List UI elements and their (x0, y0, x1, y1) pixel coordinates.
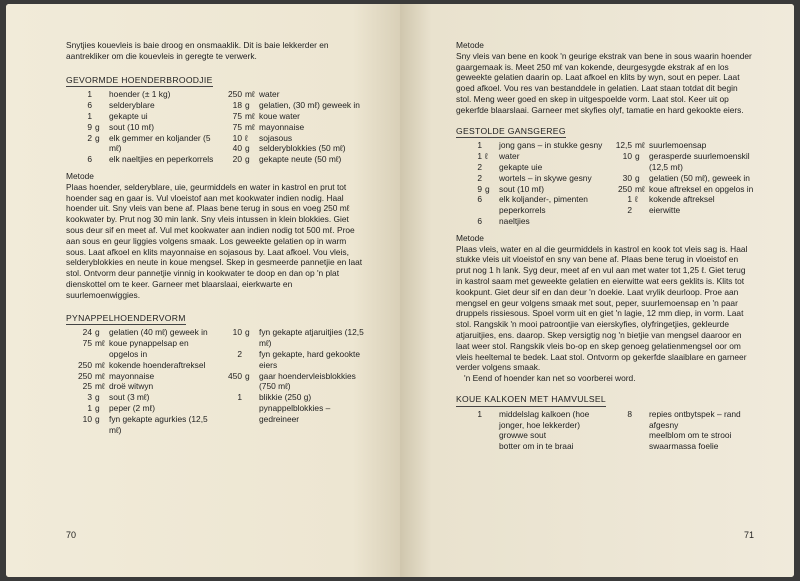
ingredient-row: 6 elk koljander-, pimenten peperkorrels (477, 194, 588, 216)
ingredient-row: 9 g sout (10 mℓ) (477, 183, 545, 194)
ingredient-row: 6 elk naeltjies en peperkorrels (87, 154, 214, 165)
left-page (6, 4, 400, 577)
ingredient-row: 20 g gekapte neute (50 mℓ) (232, 154, 342, 165)
ingredient-list (66, 327, 366, 435)
ingredient-row: botter om in te braai (499, 441, 574, 452)
ingredient-row: 1 blikkie (250 g) pynappelblokkies – gedreineer (237, 392, 331, 424)
ingredient-row: 25 mℓ droë witwyn (82, 381, 154, 392)
ingredient-row: 250 mℓ water (228, 89, 280, 100)
ingredient-row: 30 g gelatien (50 mℓ), geweek in (622, 172, 750, 183)
ingredient-row: 1 ℓ water (477, 151, 520, 162)
recipe-title: PYNAPPELHOENDERVORM (66, 313, 186, 326)
ingredient-row: 8 repies ontbytspek – rand afgesny (627, 408, 741, 430)
ingredient-row: 6 naeltjies (477, 215, 530, 226)
ingredient-row: 18 g gelatien, (30 mℓ) geweek in (232, 100, 360, 111)
book-spread (6, 4, 794, 577)
ingredient-row: 75 mℓ koue pynappelsap en opgelos in (82, 338, 189, 359)
method-heading: Metode (456, 232, 484, 243)
ingredient-row: 6 selderyblare (87, 100, 155, 111)
method-heading: Metode (456, 40, 484, 50)
method-heading: Metode (66, 170, 94, 181)
recipe-title: GEVORMDE HOENDERBROODJIE (66, 75, 213, 88)
ingredient-row: 1 hoender (± 1 kg) (87, 89, 171, 100)
ingredient-row: 75 mℓ koue water (232, 110, 300, 121)
page-number: 71 (743, 530, 754, 541)
ingredient-row: 2 wortels – in skywe gesny (477, 172, 592, 183)
right-page (400, 4, 794, 577)
ingredient-list (66, 89, 366, 165)
ingredient-list (456, 409, 754, 452)
ingredient-row: 2 eierwitte (627, 205, 681, 216)
ingredient-row: 10 g fyn gekapte atjaruitjies (12,5 mℓ) (232, 327, 364, 349)
ingredient-row: 10 g gerasperde suurlemoenskil (12,5 mℓ) (622, 151, 750, 172)
ingredient-row: 1 middelslag kalkoen (hoe jonger, hoe lekkerder) (477, 408, 590, 430)
ingredient-row: 2 fyn gekapte, hard gekookte eiers (237, 348, 361, 370)
ingredient-row: 1 jong gans – in stukke gesny (477, 140, 603, 151)
method-text: Sny vleis van bene en kook 'n geurige ekstrak van bene in sous waarin hoender gaargemaak is. Meet 250 mℓ van kokende, deurgesygde ekstrak af en los geweekte gelatien daarin op. Laat afkoel en klits by wyn, sout en peper. Laat goed afkoel. Vou res van bestanddele in gelatien. Laat staan totdat dit begin stol. Meng weer goed en skep in uitgespoelde vorm. Laat stol. Keer uit op gekerfde blaarslaai. Garneer met skyfies olyf, tamatie en hard gekookte eiers. (456, 50, 752, 115)
recipe-title: KOUE KALKOEN MET HAMVULSEL (456, 394, 606, 407)
ingredient-row: 250 mℓ mayonnaise (78, 370, 155, 381)
ingredient-row: 1 g peper (2 mℓ) (87, 402, 155, 413)
ingredient-row: meelblom om te strooi (649, 430, 732, 441)
ingredient-row: swaarmassa foelie (649, 441, 719, 452)
ingredient-row: 9 g sout (10 mℓ) (87, 121, 155, 132)
ingredient-row: 10 ℓ sojasous (232, 132, 293, 143)
ingredient-row: 24 g gelatien (40 mℓ) geweek in (82, 327, 208, 338)
ingredient-row: 75 mℓ mayonnaise (232, 121, 305, 132)
ingredient-row: 1 gekapte ui (87, 110, 148, 121)
method-text: Plaas hoender, selderyblare, uie, geurmiddels en water in kastrol en prut tot hoender sag en gaar is. Vul vloeistof aan met kookwater indien nodig. Haal hoender uit. Sny vleis van bene af. Plaas bene terug in sous en voeg 250 mℓ kookwater by. Prut nog 30 min lank. Sny vleis intussen in klein blokkies. Giet sous deur sif en meet af. Vul met kookwater aan indien nodig tot 500 mℓ. Proe aan sous en geur liggies volgens smaak. Los geweekte gelatien op in warm sous. Laat afkoel en klits mayonnaise en sojasous by. Laat afkoel. Vou vleis, selderyblokkies en neute in koue mengsel. Skep in gesmeerde pannetjie en laat stol. Ontvorm deur pannetjie vinnig in kookwater te doop en dan op 'n plat dienskottel om te keer. Garneer met blaarslaai, eierkwarte en suurlemoenwiggies. (66, 181, 363, 300)
ingredient-row: 250 mℓ kokende hoenderaftreksel (78, 359, 206, 370)
ingredient-list (456, 140, 754, 226)
ingredient-row: 2 g elk gemmer en koljander (5 mℓ) (87, 132, 211, 154)
ingredient-row: 2 gekapte uie (477, 161, 543, 172)
recipe-title: GESTOLDE GANSGEREG (456, 126, 566, 139)
ingredient-row: 3 g sout (3 mℓ) (87, 392, 150, 403)
page-number: 70 (66, 530, 77, 541)
intro-text: Snytjies kouevleis is baie droog en onsmaaklik. Dit is baie lekkerder en aantrekliker om die kouevleis in geregte te verwerk. (66, 40, 329, 61)
ingredient-row: growwe sout (499, 430, 547, 441)
ingredient-row: 40 g selderyblokkies (50 mℓ) (232, 143, 346, 154)
ingredient-row: 450 g gaar hoendervleisblokkies (750 mℓ) (228, 370, 356, 392)
ingredient-row: 10 g fyn gekapte agurkies (12,5 mℓ) (82, 413, 208, 435)
method-text: Plaas vleis, water en al die geurmiddels in kastrol en kook tot vleis sag is. Haal stukke vleis uit vloeistof en sny van bene af. Plaas bene terug in vloeistof en prut nog 1 h lank. Syg deur, meet af en vul aan met water tot 1,25 ℓ. Giet terug in kastrol saam met geweekte gelatien en eierwitte wat eers geklits is. Klits tot kookpunt. Giet deur sif en dan deur 'n doekie. Laat vrylik deurloop. Proe aan mengsel en geur volgens smaak met sout, peper, suurlemoensap en 'n paar druppels rissiesous. Spoel vorm uit en giet 'n lagie, 12 mm diep, in vorm. Laat stol. Rangskik 'n mooi patroontjie van eierskyfies, olyfringetjies, gekleurde atjaruitjies, ens. daarop. Skep versigtig nog 'n bietjie van mengsel daaroor en laat weer stol. Rangskik vleis bo-op en skep genoeg gelatienmengsel oor om vleis heeltemal te bedek. Laat stol. Ontvorm op gekerfde slaaiblare en garneer verder volgens smaak. (456, 243, 748, 373)
ingredient-row: 12,5 mℓ suurlemoensap (615, 140, 707, 151)
recipe-note: 'n Eend of hoender kan net so voorberei word. (464, 373, 636, 384)
ingredient-row: 250 mℓ koue aftreksel en opgelos in (618, 183, 754, 194)
ingredient-row: 1 ℓ kokende aftreksel (627, 194, 715, 205)
